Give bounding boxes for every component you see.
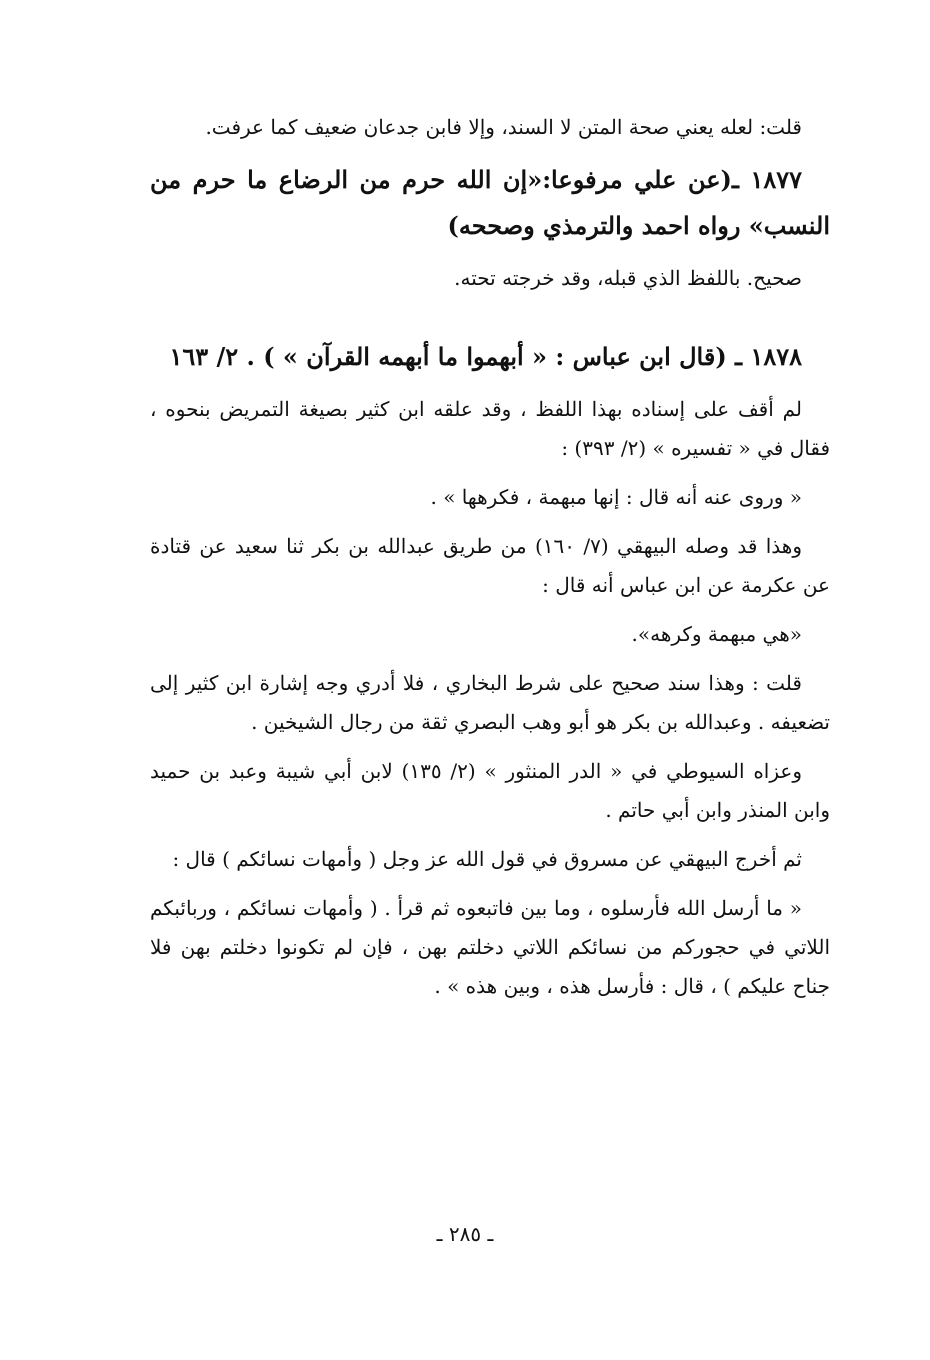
paragraph-bayhaqi-chain: وهذا قد وصله البيهقي (٧/ ١٦٠) من طريق عبدالله بن بكر ثنا سعيد عن قتادة عن عكرمة عن ابن عباس أنه قال : xyxy=(150,534,830,597)
paragraph-commentary-1: لم أقف على إسناده بهذا اللفظ ، وقد علقه ابن كثير بصيغة التمريض بنحوه ، فقال في « تفسيره » (٢/ ٣٩٣) : xyxy=(150,397,830,460)
page-number: ـ ٢٨٥ ـ xyxy=(436,1222,494,1246)
paragraph-masruq: ثم أخرج البيهقي عن مسروق في قول الله عز وجل ( وأمهات نسائكم ) قال : xyxy=(172,847,802,871)
paragraph-quote-ibn-kathir: « وروى عنه أنه قال : إنها مبهمة ، فكرهها » . xyxy=(430,485,802,509)
paragraph-suyuti: وعزاه السيوطي في « الدر المنثور » (٢/ ١٣٥) لابن أبي شيبة وعبد بن حميد وابن المنذر وابن أبي حاتم . xyxy=(150,759,830,822)
paragraph-quote-masruq: « ما أرسل الله فأرسلوه ، وما بين فاتبعوه ثم قرأ . ( وأمهات نسائكم ، وربائبكم اللاتي في حجوركم من نسائكم اللاتي دخلتم بهن ، فإن لم تكونوا دخلتم بهن فلا جناح عليكم ) ، قال : فأرسل هذه ، وبين هذه » . xyxy=(150,896,830,998)
hadith-1877: ١٨٧٧ ـ(عن علي مرفوعا:«إن الله حرم من الرضاع ما حرم من النسب» رواه احمد والترمذي وصححه) xyxy=(150,165,830,240)
paragraph-grading-1877: صحيح. باللفظ الذي قبله، وقد خرجته تحته. xyxy=(454,266,802,290)
paragraph-grading-chain: قلت : وهذا سند صحيح على شرط البخاري ، فلا أدري وجه إشارة ابن كثير إلى تضعيفه . وعبدالله بن بكر هو أبو وهب البصري ثقة من رجال الشيخين . xyxy=(150,671,830,734)
hadith-1878: ١٨٧٨ ـ (قال ابن عباس : « أبهموا ما أبهمه القرآن » ) . ٢/ ١٦٣ xyxy=(169,342,802,371)
paragraph-comment-1: قلت: لعله يعني صحة المتن لا السند، وإلا فابن جدعان ضعيف كما عرفت. xyxy=(205,115,802,139)
paragraph-quote-ibn-abbas: «هي مبهمة وكرهه». xyxy=(631,622,802,646)
page-body xyxy=(150,108,830,1006)
